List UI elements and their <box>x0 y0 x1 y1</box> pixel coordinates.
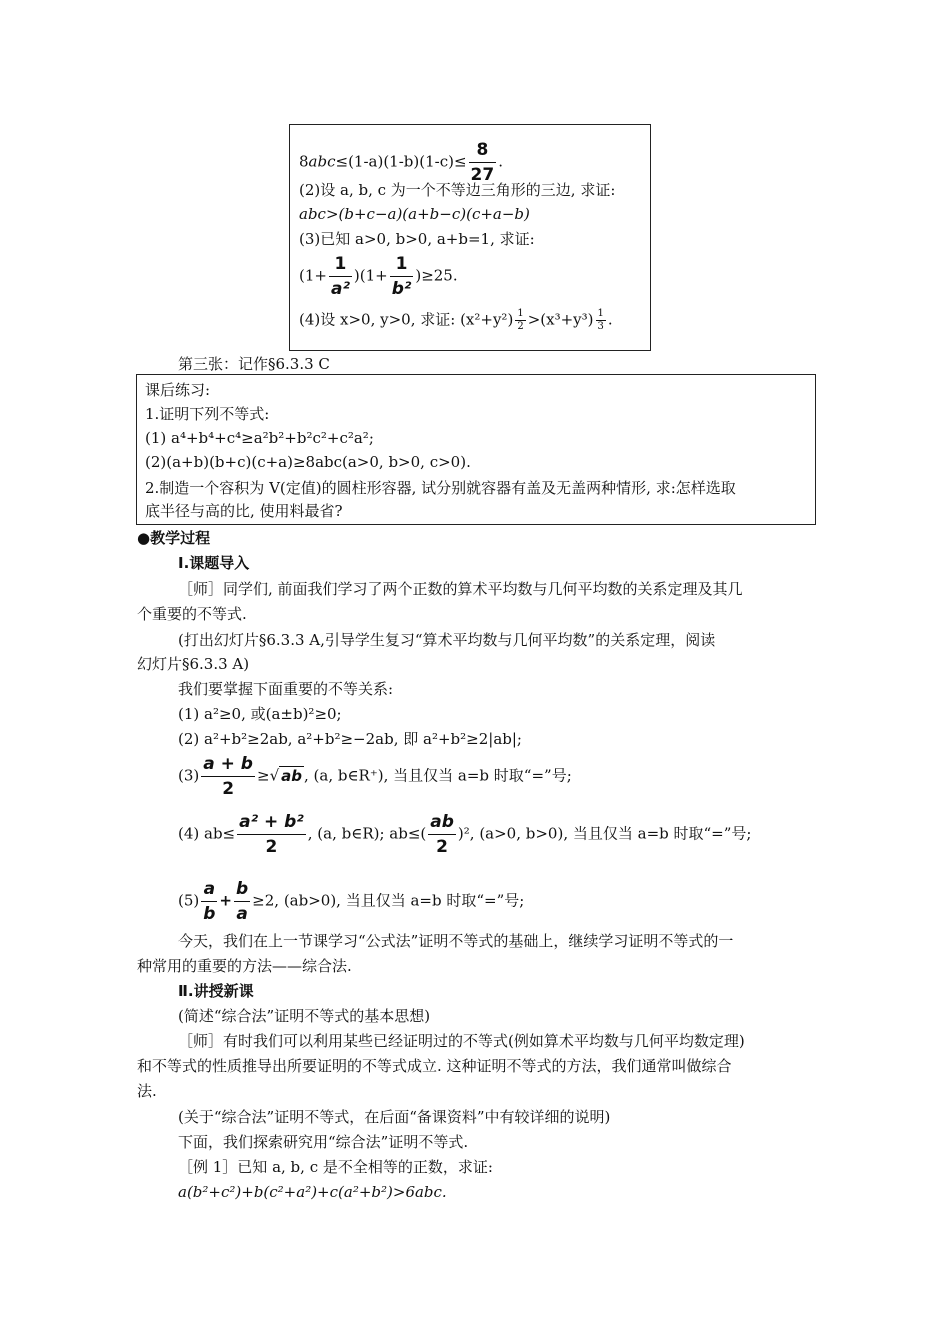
para-teacher-1b: 个重要的不等式. <box>137 605 247 623</box>
box2-line3: (2)(a+b)(b+c)(c+a)≥8abc(a>0, b>0, c>0). <box>145 453 471 471</box>
para-teacher-2c: 法. <box>137 1082 157 1100</box>
para-slide-a2: 幻灯片§6.3.3 A) <box>137 655 250 673</box>
section-teaching-process: ●教学过程 <box>137 529 211 547</box>
box2-line2: (1) a⁴+b⁴+c⁴≥a²b²+b²c²+c²a²; <box>145 429 374 447</box>
para-about-method: (关于“综合法”证明不等式，在后面“备课资料”中有较详细的说明) <box>178 1108 611 1126</box>
para-today-a: 今天，我们在上一节课学习“公式法”证明不等式的基础上，继续学习证明不等式的一 <box>178 932 734 950</box>
box2-title: 课后练习: <box>145 381 211 399</box>
fraction-a-over-b: $\frac{a}{b}$ <box>203 879 216 924</box>
para-brief: (简述“综合法”证明不等式的基本思想) <box>178 1007 431 1025</box>
fraction-b-over-a: $\frac{b}{a}$ <box>236 879 249 924</box>
section-new-lesson-heading: Ⅱ.讲授新课 <box>178 982 254 1000</box>
para-next: 下面，我们探索研究用“综合法”证明不等式. <box>178 1133 469 1151</box>
para-teacher-2b: 和不等式的性质推导出所要证明的不等式成立. 这种证明不等式的方法，我们通常叫做综合 <box>137 1057 732 1075</box>
section-intro-heading: Ⅰ.课题导入 <box>178 554 250 572</box>
fraction-8-27: $\frac{8}{27}$ <box>470 140 495 185</box>
fraction-1-3: $\frac{1}{3}$ <box>597 308 604 332</box>
box2-line5: 底半径与高的比, 使用料最省? <box>145 502 343 520</box>
box2-line1: 1.证明下列不等式: <box>145 405 270 423</box>
box1-line1: 8abc≤(1-a)(1-b)(1-c)≤ $\frac{8}{27}$ . <box>299 140 503 185</box>
relation-2: (2) a²+b²≥2ab, a²+b²≥−2ab, 即 a²+b²≥2|ab|; <box>178 730 522 748</box>
fraction-a2-plus-b2-over-2: $\frac{\text{a² + b²}}{2}$ <box>239 812 304 857</box>
para-slide-a1: (打出幻灯片§6.3.3 A,引导学生复习“算术平均数与几何平均数”的关系定理，阅读 <box>178 631 716 649</box>
relation-3: (3) $\frac{a + b}{2}$ ≥√ ab , (a, b∈R⁺), 当且仅当 a=b 时取“=”号; <box>178 754 572 799</box>
box1-line4: (3)已知 a>0, b>0, a+b=1, 求证: <box>299 230 535 248</box>
fraction-1-2: $\frac{1}{2}$ <box>517 308 524 332</box>
example-1-formula: a(b²+c²)+b(c²+a²)+c(a²+b²)>6abc. <box>178 1183 447 1201</box>
example-1-statement: ［例 1］已知 a, b, c 是不全相等的正数，求证: <box>178 1158 493 1176</box>
box1-line3: abc>(b+c−a)(a+b−c)(c+a−b) <box>299 205 530 223</box>
box2-line4: 2.制造一个容积为 V(定值)的圆柱形容器, 试分别就容器有盖及无盖两种情形, 求:怎样选取 <box>145 479 736 497</box>
fraction-1-a2: $\frac{1}{\text{a²}}$ <box>330 254 350 299</box>
para-key-relations: 我们要掌握下面重要的不等关系: <box>178 680 394 698</box>
fraction-a-plus-b-over-2: $\frac{a + b}{2}$ <box>203 754 253 799</box>
relation-5: (5) $\frac{a}{b}$ + $\frac{b}{a}$ ≥2, (ab>0), 当且仅当 a=b 时取“=”号; <box>178 879 525 924</box>
relation-1: (1) a²≥0, 或(a±b)²≥0; <box>178 705 342 723</box>
box1-line5: (1+ $\frac{1}{\text{a²}}$ )(1+ $\frac{1}{\text{b²}}$ )≥25. <box>299 254 458 299</box>
third-card-label: 第三张：记作§6.3.3 C <box>178 355 330 373</box>
para-teacher-2a: ［师］有时我们可以利用某些已经证明过的不等式(例如算术平均数与几何平均数定理) <box>178 1032 745 1050</box>
para-today-b: 种常用的重要的方法——综合法. <box>137 957 352 975</box>
fraction-ab-over-2: $\frac{ab}{2}$ <box>430 812 454 857</box>
box1-line2: (2)设 a, b, c 为一个不等边三角形的三边, 求证: <box>299 181 616 199</box>
relation-4: (4) ab≤ $\frac{\text{a² + b²}}{2}$ , (a, b∈R); ab≤( $\frac{ab}{2}$ )², (a>0, b>0), 当且仅当 a=b 时取“=”号; <box>178 812 752 857</box>
box1-line6: (4)设 x>0, y>0, 求证: (x²+y²) $\frac{1}{2}$ >(x³+y³) $\frac{1}{3}$ . <box>299 308 613 332</box>
fraction-1-b2: $\frac{1}{\text{b²}}$ <box>391 254 412 299</box>
para-teacher-1a: ［师］同学们, 前面我们学习了两个正数的算术平均数与几何平均数的关系定理及其几 <box>178 580 743 598</box>
